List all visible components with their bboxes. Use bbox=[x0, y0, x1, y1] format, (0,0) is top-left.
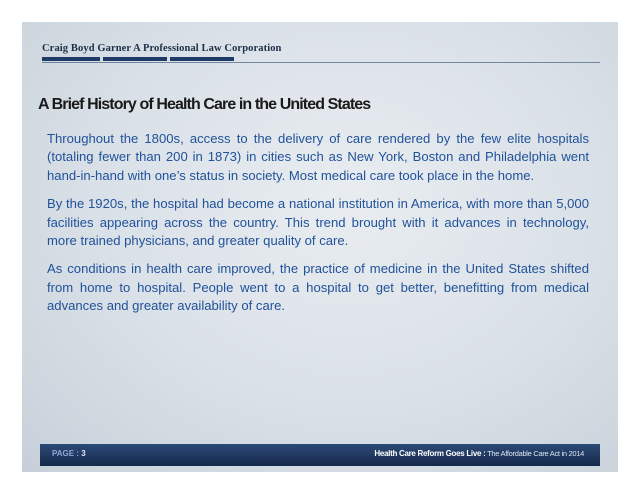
slide-title: A Brief History of Health Care in the United States bbox=[38, 96, 371, 113]
page-label: PAGE bbox=[52, 449, 75, 458]
header-accent-bar bbox=[42, 57, 100, 61]
header-divider bbox=[42, 62, 600, 63]
slide bbox=[22, 22, 618, 472]
page-separator: : bbox=[74, 449, 82, 458]
footer-series-title bbox=[374, 449, 584, 458]
paragraph-1800s: Throughout the 1800s, access to the delivery of care rendered by the few elite hospitals (totaling fewer than 200 in 1873) in cities such as New York, Boston and Philadelphia went hand-in-hand with one’s status in society. Most medical care took place in the home. bbox=[47, 131, 589, 183]
firm-name: Craig Boyd Garner A Professional Law Corporation bbox=[42, 43, 282, 54]
paragraph-1920s: By the 1920s, the hospital had become a national institution in America, with more than 5,000 facilities appearing across the country. This trend brought with it advances in technology, more trained physicians, and greater quality of care. bbox=[47, 196, 589, 249]
footer-bar bbox=[40, 444, 600, 466]
series-title: Health Care Reform Goes Live : bbox=[374, 449, 486, 458]
page-indicator bbox=[52, 449, 86, 458]
page-number: 3 bbox=[81, 449, 86, 458]
header-accent-bar bbox=[170, 57, 234, 61]
body-text bbox=[47, 130, 589, 326]
series-subtitle: The Affordable Care Act in 2014 bbox=[485, 449, 584, 458]
header-accent-bars bbox=[42, 57, 237, 61]
header-accent-bar bbox=[103, 57, 167, 61]
paragraph-conditions: As conditions in health care improved, the practice of medicine in the United States shifted from home to hospital. People went to a hospital to get better, benefitting from medical advances and greater availability of care. bbox=[47, 261, 589, 314]
